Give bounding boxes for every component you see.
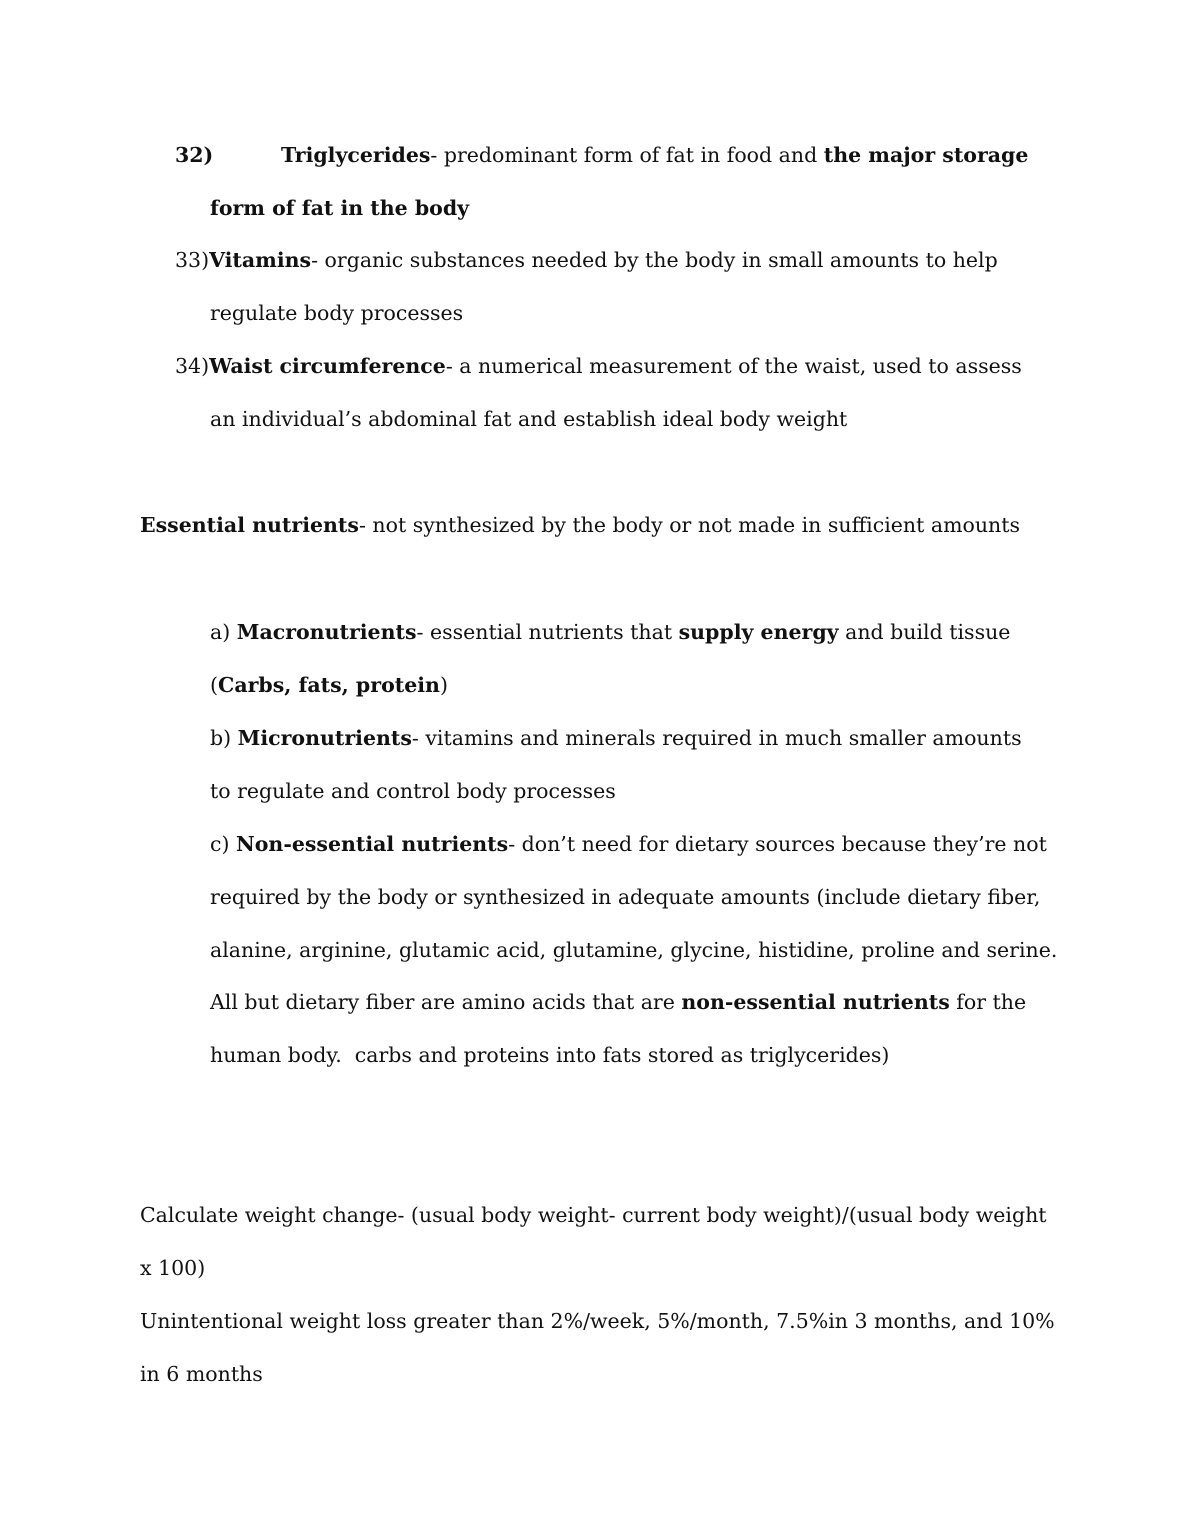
text-segment: b) [210,726,238,750]
text-segment: alanine, arginine, glutamic acid, glutamine, glycine, histidine, proline and serine. [210,938,1058,962]
text-segment: a) [210,620,237,644]
text-line [210,988,1026,1016]
text-line [210,936,1057,964]
text-segment: 33) [175,248,210,272]
text-line [140,1360,263,1388]
text-segment: Calculate weight change- (usual body weight- current body weight)/(usual body weight [140,1203,1047,1227]
text-segment: regulate body processes [210,301,464,325]
text-line [175,352,1022,380]
bold-term: Vitamins [209,248,312,272]
bold-term: form of fat in the body [210,196,470,220]
text-segment: - not synthesized by the body or not made in sufficient amounts [358,513,1021,537]
text-line [140,511,1020,539]
bold-term: Non-essential nutrients [236,832,509,856]
text-line [175,246,998,274]
bold-term: Micronutrients [237,726,412,750]
text-line [140,1201,1047,1229]
text-segment: - predominant form of fat in food and [430,143,824,167]
bold-term: non-essential nutrients [681,990,950,1014]
text-line [210,671,448,699]
text-line [210,1041,889,1069]
text-line [210,299,463,327]
text-line [281,141,1028,169]
bold-term: Waist circumference [209,354,446,378]
text-segment: - a numerical measurement of the waist, used to assess [445,354,1022,378]
text-segment: for the [949,990,1027,1014]
text-line [140,1254,205,1282]
text-segment: Unintentional weight loss greater than 2%/week, 5%/month, 7.5%in 3 months, and 10% [140,1309,1055,1333]
text-segment: - vitamins and minerals required in much smaller amounts [411,726,1022,750]
text-line [140,1307,1055,1335]
text-segment: and build tissue [838,620,1011,644]
text-segment: ( [210,673,218,697]
text-segment: - organic substances needed by the body in small amounts to help [311,248,998,272]
text-segment: human body. carbs and proteins into fats stored as triglycerides) [210,1043,890,1067]
text-segment: ) [439,673,448,697]
text-line [210,724,1022,752]
text-segment: an individual’s abdominal fat and establish ideal body weight [210,407,848,431]
text-segment: in 6 months [140,1362,263,1386]
bold-term: Triglycerides [281,143,431,167]
text-segment: - essential nutrients that [416,620,679,644]
text-segment: required by the body or synthesized in adequate amounts (include dietary fiber, [210,885,1041,909]
bold-term: Carbs, fats, protein [218,673,440,697]
text-line [210,194,469,222]
text-line [210,883,1040,911]
bold-term: 32) [175,143,214,167]
text-line [210,618,1010,646]
text-line [210,830,1047,858]
text-line [210,777,616,805]
bold-term: Macronutrients [236,620,417,644]
text-segment: 34) [175,354,210,378]
bold-term: supply energy [678,620,839,644]
text-segment: to regulate and control body processes [210,779,616,803]
text-line [210,405,847,433]
text-line [175,141,213,169]
text-segment: All but dietary fiber are amino acids that are [210,990,682,1014]
text-segment: x 100) [140,1256,206,1280]
text-segment: c) [210,832,236,856]
bold-term: Essential nutrients [140,513,359,537]
text-segment: - don’t need for dietary sources because they’re not [508,832,1047,856]
bold-term: the major storage [823,143,1029,167]
